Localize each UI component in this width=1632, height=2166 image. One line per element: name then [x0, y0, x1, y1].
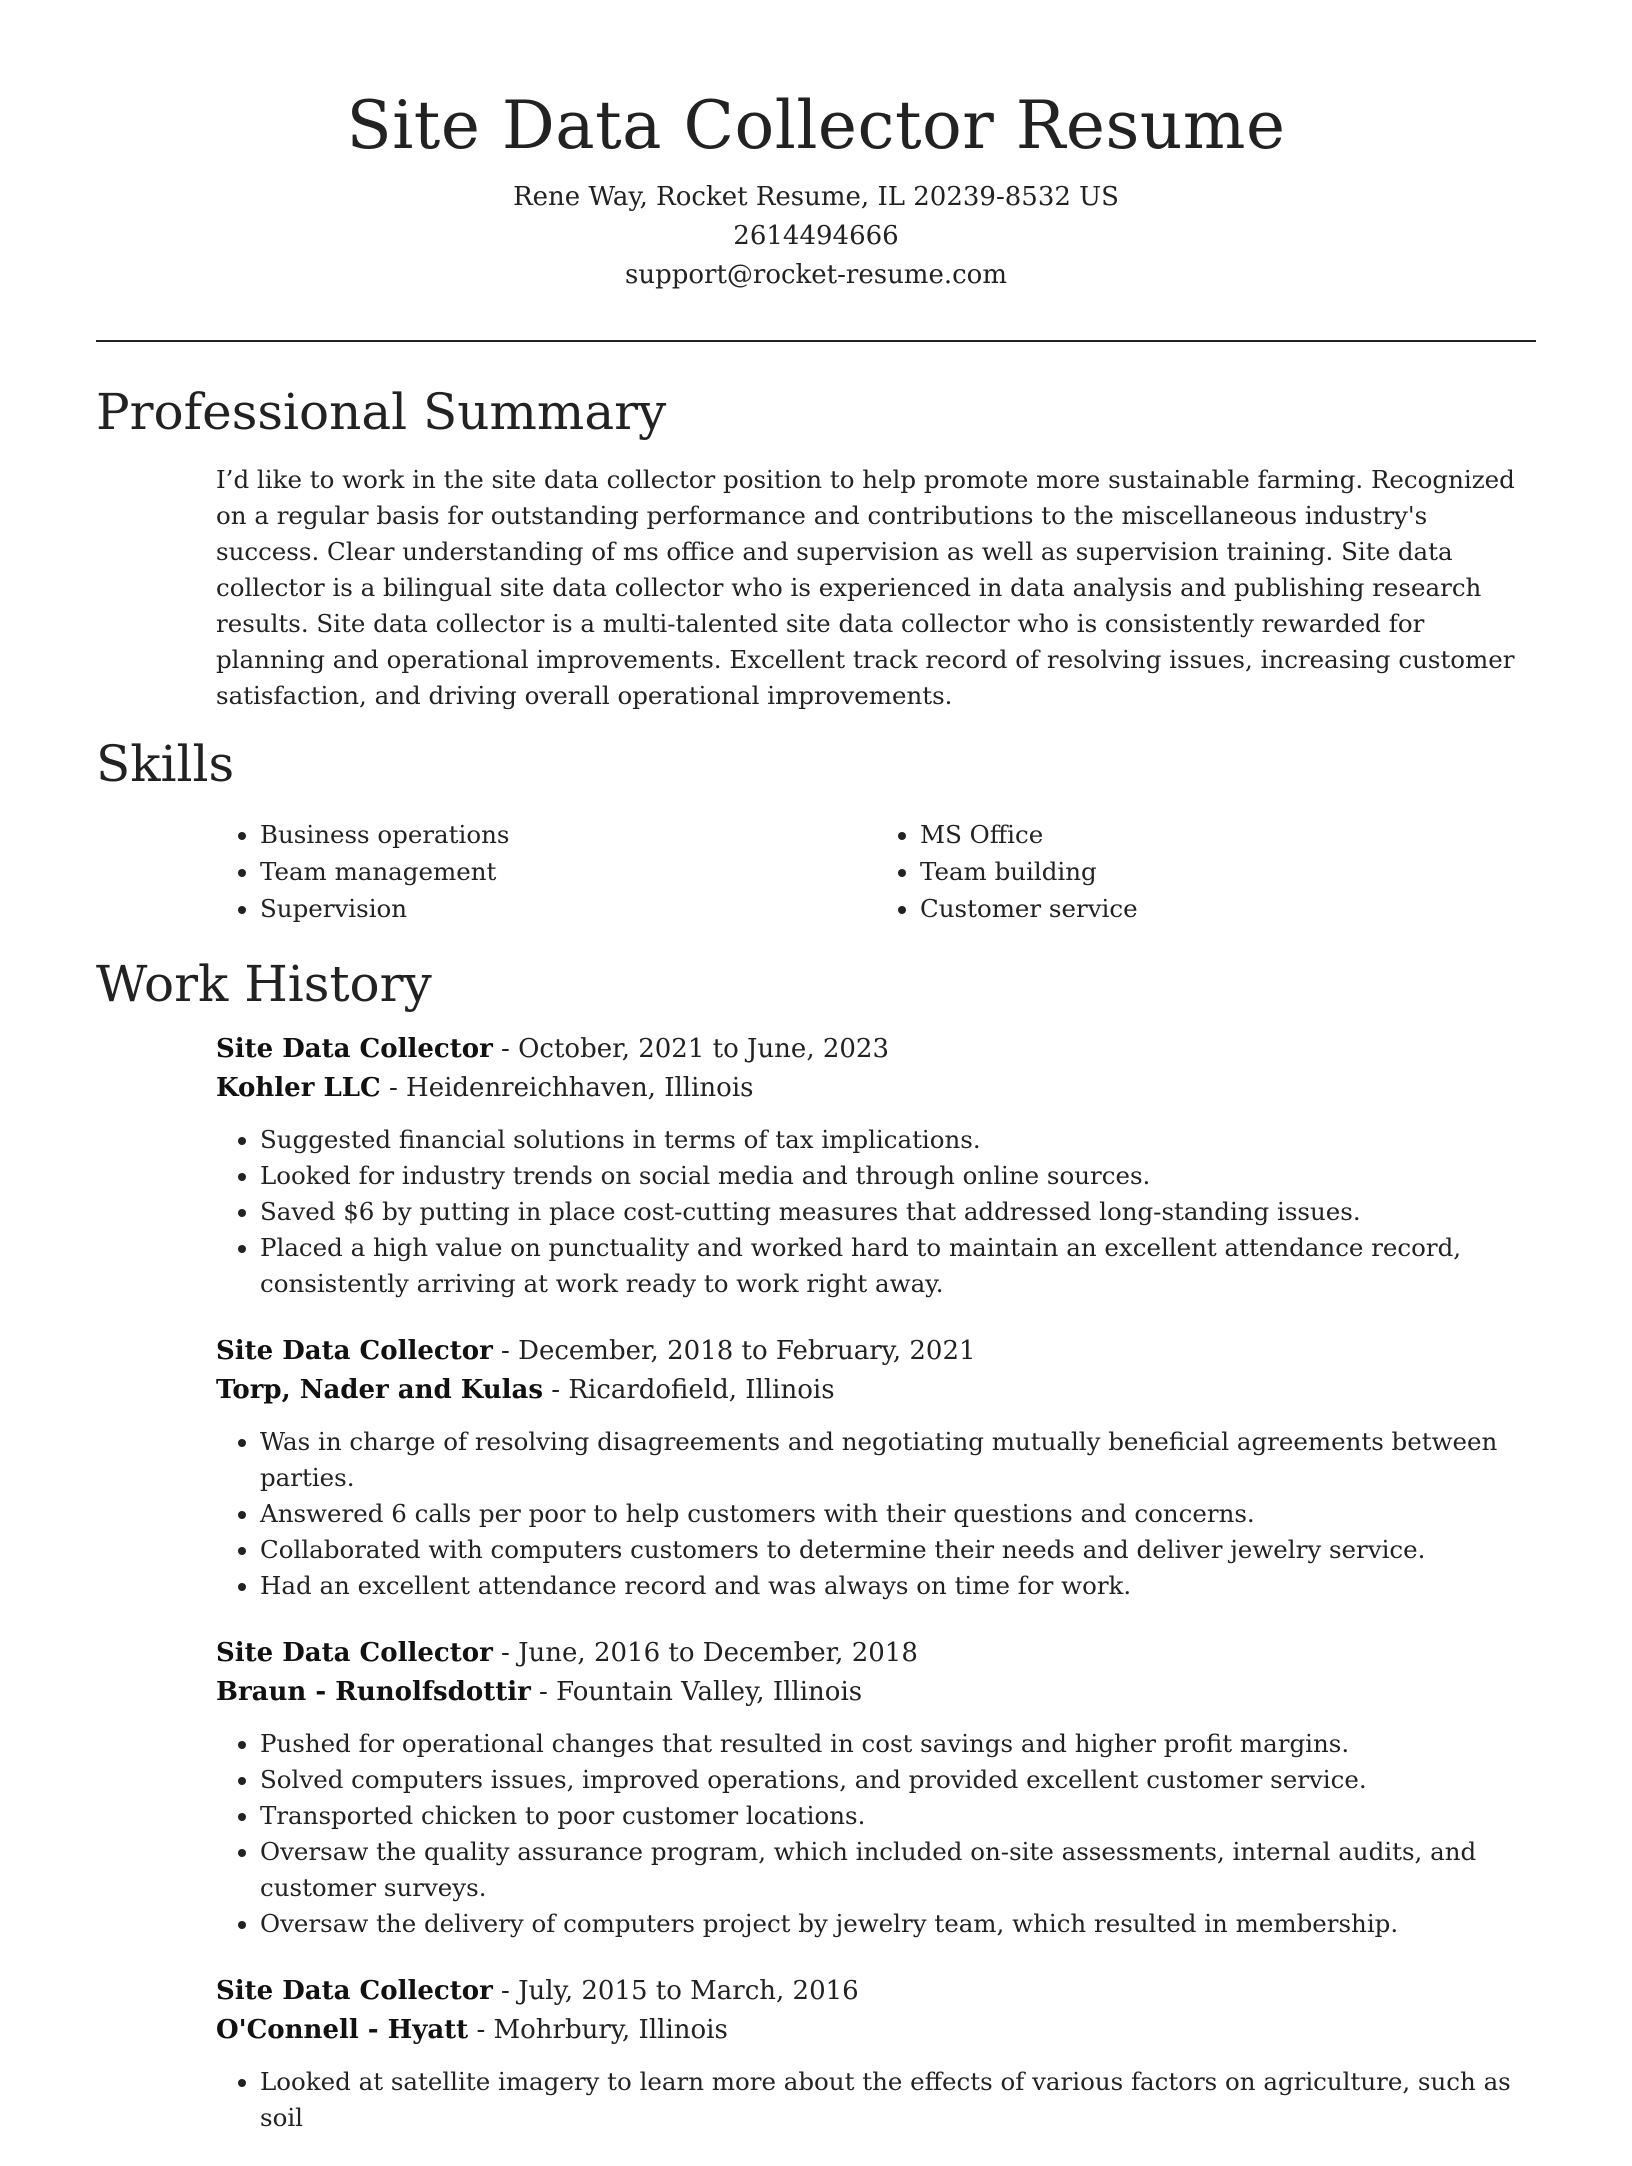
- job-company-line: Kohler LLC - Heidenreichhaven, Illinois: [216, 1073, 754, 1103]
- job-bullet: • Had an excellent attendance record and was always on time for work.: [260, 1568, 1536, 1604]
- job-bullet: • Placed a high value on punctuality and worked hard to maintain an excellent attendance record, consistently arriving at work ready to work right away.: [260, 1230, 1536, 1302]
- job-bullet: • Looked for industry trends on social media and through online sources.: [260, 1158, 1536, 1194]
- job-dates: December, 2018 to February, 2021: [518, 1336, 976, 1366]
- work-history-heading: Work History: [96, 955, 432, 1013]
- job-entry: [216, 1634, 1536, 1942]
- job-company: Kohler LLC: [216, 1073, 381, 1103]
- job-company: O'Connell - Hyatt: [216, 2015, 469, 2045]
- job-location: Mohrbury, Illinois: [493, 2015, 728, 2045]
- job-bullet: • Pushed for operational changes that resulted in cost savings and higher profit margins.: [260, 1726, 1536, 1762]
- skills-column-right: [876, 816, 1536, 927]
- job-title-line: Site Data Collector - June, 2016 to December, 2018: [216, 1638, 918, 1668]
- job-company-line: O'Connell - Hyatt - Mohrbury, Illinois: [216, 2015, 728, 2045]
- resume-title: Site Data Collector Resume: [346, 87, 1286, 164]
- job-bullet: • Saved $6 by putting in place cost-cutting measures that addressed long-standing issues.: [260, 1194, 1536, 1230]
- skills-list: [216, 816, 1536, 927]
- skill-item: • Business operations: [260, 816, 876, 853]
- job-entry: [216, 1972, 1536, 2136]
- job-bullets: [216, 2064, 1536, 2136]
- job-entry: [216, 1030, 1536, 1302]
- job-location: Heidenreichhaven, Illinois: [406, 1073, 754, 1103]
- job-location: Ricardofield, Illinois: [568, 1375, 835, 1405]
- job-title: Site Data Collector: [216, 1976, 493, 2006]
- contact-email: support@rocket-resume.com: [624, 260, 1007, 290]
- job-bullets: [216, 1424, 1536, 1604]
- job-dates: October, 2021 to June, 2023: [518, 1034, 890, 1064]
- job-title: Site Data Collector: [216, 1034, 493, 1064]
- contact-block: [0, 178, 1632, 295]
- job-location: Fountain Valley, Illinois: [556, 1677, 863, 1707]
- job-title-line: Site Data Collector - July, 2015 to March, 2016: [216, 1976, 859, 2006]
- job-bullet: • Solved computers issues, improved operations, and provided excellent customer service.: [260, 1762, 1536, 1798]
- job-bullet: • Oversaw the quality assurance program, which included on-site assessments, internal audits, and customer surveys.: [260, 1834, 1536, 1906]
- job-company-line: Torp, Nader and Kulas - Ricardofield, Illinois: [216, 1375, 835, 1405]
- job-company: Torp, Nader and Kulas: [216, 1375, 544, 1405]
- job-company: Braun - Runolfsdottir: [216, 1677, 531, 1707]
- job-title: Site Data Collector: [216, 1638, 493, 1668]
- job-bullet: • Looked at satellite imagery to learn more about the effects of various factors on agriculture, such as soil: [260, 2064, 1536, 2136]
- header-divider: [96, 340, 1536, 342]
- resume-header: [0, 0, 1632, 295]
- job-title-line: Site Data Collector - December, 2018 to February, 2021: [216, 1336, 976, 1366]
- job-title-line: Site Data Collector - October, 2021 to June, 2023: [216, 1034, 890, 1064]
- skill-item: • Team building: [920, 853, 1536, 890]
- work-history-list: [216, 1030, 1536, 2166]
- job-entry: [216, 1332, 1536, 1604]
- skills-column-left: [216, 816, 876, 927]
- skill-item: • MS Office: [920, 816, 1536, 853]
- job-bullets: [216, 1726, 1536, 1942]
- job-bullet: • Was in charge of resolving disagreements and negotiating mutually beneficial agreements between parties.: [260, 1424, 1536, 1496]
- job-bullet: • Collaborated with computers customers to determine their needs and deliver jewelry service.: [260, 1532, 1536, 1568]
- contact-address: Rene Way, Rocket Resume, IL 20239-8532 US: [513, 182, 1119, 212]
- summary-heading: Professional Summary: [96, 383, 667, 441]
- job-bullet: • Answered 6 calls per poor to help customers with their questions and concerns.: [260, 1496, 1536, 1532]
- job-dates: June, 2016 to December, 2018: [518, 1638, 918, 1668]
- job-dates: July, 2015 to March, 2016: [518, 1976, 859, 2006]
- job-bullets: [216, 1122, 1536, 1302]
- skill-item: • Customer service: [920, 890, 1536, 927]
- job-bullet: • Transported chicken to poor customer locations.: [260, 1798, 1536, 1834]
- summary-text: I’d like to work in the site data collector position to help promote more sustainable farming. Recognized on a regular basis for outstanding performance and contributions to the miscellaneous industry's success. Clear understanding of ms office and supervision as well as supervision training. Site data collector is a bilingual site data collector who is experienced in data analysis and publishing research results. Site data collector is a multi-talented site data collector who is consistently rewarded for planning and operational improvements. Excellent track record of resolving issues, increasing customer satisfaction, and driving overall operational improvements.: [216, 465, 1515, 710]
- job-bullet: • Suggested financial solutions in terms of tax implications.: [260, 1122, 1536, 1158]
- job-company-line: Braun - Runolfsdottir - Fountain Valley, Illinois: [216, 1677, 863, 1707]
- skill-item: • Supervision: [260, 890, 876, 927]
- skill-item: • Team management: [260, 853, 876, 890]
- skills-heading: Skills: [96, 735, 235, 793]
- job-title: Site Data Collector: [216, 1336, 493, 1366]
- job-bullet: • Oversaw the delivery of computers project by jewelry team, which resulted in membership.: [260, 1906, 1536, 1942]
- contact-phone: 2614494666: [733, 221, 899, 251]
